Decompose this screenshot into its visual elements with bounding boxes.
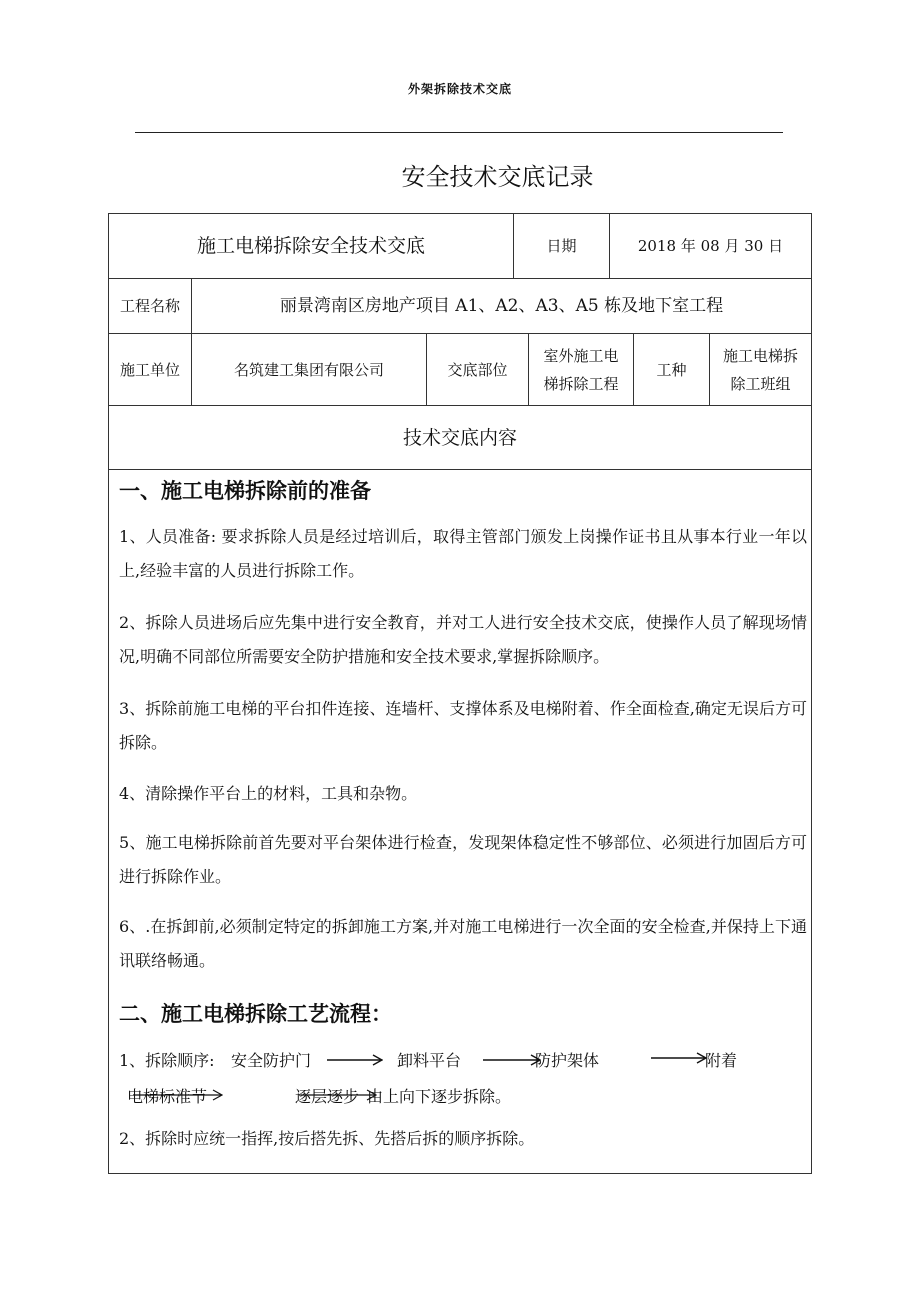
- project-label: 工程名称: [109, 279, 192, 333]
- arrow-right-icon: [299, 1088, 377, 1102]
- section-heading-2: 二、施工电梯拆除工艺流程：: [119, 1002, 392, 1026]
- disclosure-table: [108, 213, 812, 1174]
- part-label: 交底部位: [427, 334, 529, 405]
- list-item: 4、清除操作平台上的材料，工具和杂物。: [119, 784, 418, 803]
- arrow-right-icon: [651, 1051, 707, 1065]
- arrow-right-icon: [483, 1053, 541, 1067]
- unit-label: 施工单位: [109, 334, 192, 405]
- content-heading: 技术交底内容: [402, 426, 517, 449]
- list-item: 3、拆除前施工电梯的平台扣件连接、连墙杆、支撑体系及电梯附着、作全面检查,确定无误后方可拆除。: [119, 699, 807, 752]
- flow-step: 逐层逐步: [295, 1087, 360, 1106]
- header-rule: [135, 132, 783, 133]
- list-item: 1、人员准备: 要求拆除人员是经过培训后，取得主管部门颁发上岗操作证书且从事本行业一年以上,经验丰富的人员进行拆除工作。: [119, 527, 807, 580]
- page-header: 外架拆除技术交底: [407, 82, 512, 96]
- project-value: 丽景湾南区房地产项目 A1、A2、A3、A5 栋及地下室工程: [279, 296, 724, 316]
- unit-value: 名筑建工集团有限公司: [192, 334, 427, 405]
- list-item: 5、施工电梯拆除前首先要对平台架体进行检查，发现架体稳定性不够部位、必须进行加固后方可进行拆除作业。: [119, 833, 807, 886]
- flow-step: 防护架体: [535, 1051, 600, 1070]
- part-value: 室外施工电梯拆除工程: [529, 334, 634, 405]
- trade-value: 施工电梯拆除工班组: [722, 346, 798, 393]
- flow-step: 卸料平台: [397, 1051, 462, 1070]
- removal-flow: [119, 1048, 807, 1118]
- flow-step: 附着: [705, 1051, 738, 1070]
- flow-step: 安全防护门: [231, 1051, 312, 1070]
- table-row-content-heading: [109, 406, 811, 470]
- content-body: [109, 470, 811, 1173]
- flow-step: 电梯标准节: [127, 1087, 208, 1106]
- flow-step: 由上向下逐步拆除。: [367, 1087, 512, 1106]
- date-value: 2018 年 08 月 30 日: [637, 237, 784, 255]
- table-row-subject: [109, 214, 811, 279]
- section-heading-1: 一、施工电梯拆除前的准备: [119, 479, 371, 503]
- trade-label: 工种: [634, 334, 710, 405]
- arrow-right-icon: [133, 1088, 223, 1102]
- arrow-right-icon: [327, 1053, 383, 1067]
- list-item: 2、拆除时应统一指挥,按后搭先拆、先搭后拆的顺序拆除。: [119, 1129, 535, 1148]
- list-item: 6、.在拆卸前,必须制定特定的拆卸施工方案,并对施工电梯进行一次全面的安全检查,并保持上下通讯联络畅通。: [119, 917, 807, 970]
- document-title: 安全技术交底记录: [401, 163, 594, 191]
- flow-prefix: 1、拆除顺序:: [119, 1051, 215, 1070]
- date-label: 日期: [514, 214, 610, 278]
- list-item: 2、拆除人员进场后应先集中进行安全教育，并对工人进行安全技术交底，使操作人员了解现场情况,明确不同部位所需要安全防护措施和安全技术要求,掌握拆除顺序。: [119, 613, 807, 666]
- table-row-unit: [109, 334, 811, 406]
- table-row-project: [109, 279, 811, 334]
- subject-cell: 施工电梯拆除安全技术交底: [109, 214, 514, 278]
